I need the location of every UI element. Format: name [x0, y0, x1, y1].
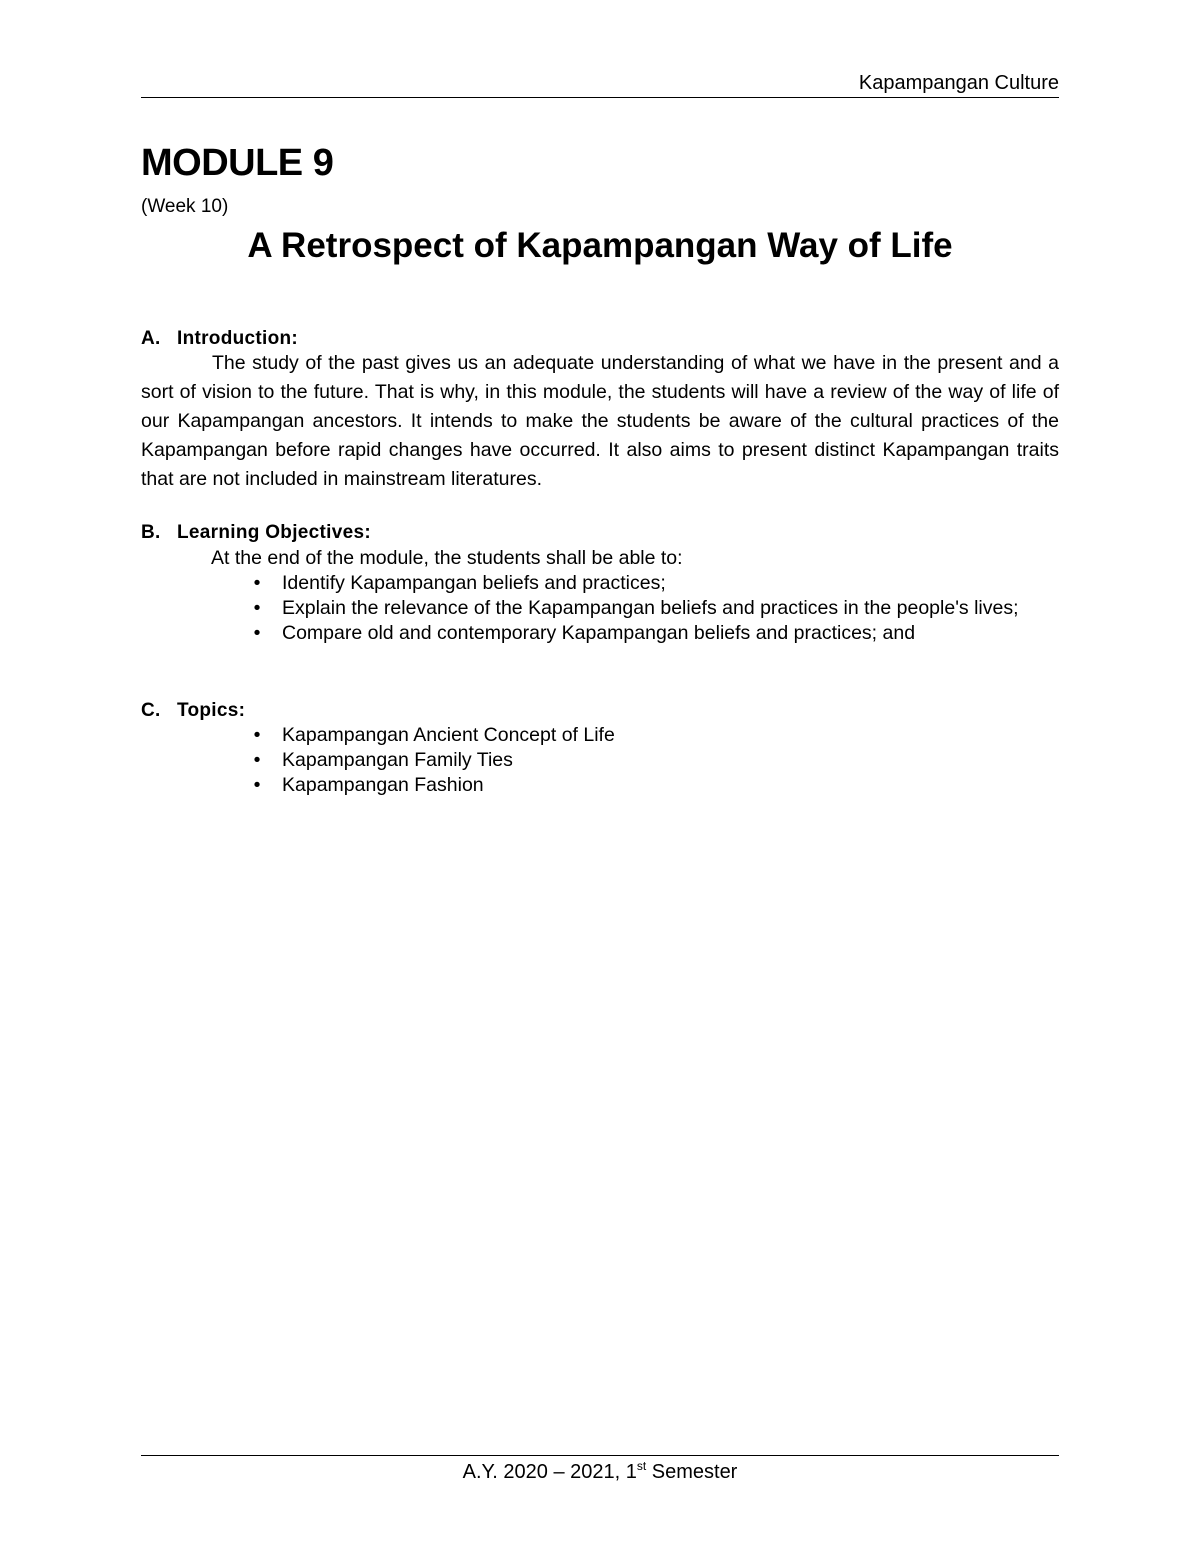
section-letter: B. [141, 522, 161, 543]
bullet-icon: • [253, 572, 261, 594]
section-heading-text: Topics: [177, 700, 246, 721]
list-item-text: Explain the relevance of the Kapampangan beliefs and practices in the people's lives; [282, 597, 1019, 619]
bullet-icon: • [253, 724, 261, 746]
running-footer [141, 1460, 1059, 1484]
list-item [211, 773, 1059, 797]
list-item [211, 748, 1059, 772]
list-item-text: Identify Kapampangan beliefs and practices; [282, 572, 666, 594]
footer-rule [141, 1455, 1059, 1456]
running-header: Kapampangan Culture [858, 72, 1059, 94]
section-letter: C. [141, 700, 161, 721]
list-item [211, 596, 1059, 620]
module-title: MODULE 9 [141, 142, 334, 184]
introduction-paragraph: The study of the past gives us an adequate understanding of what we have in the present and a sort of vision to the future. That is why, in this module, the students will have a review of the way of life of our Kapampangan ancestors. It intends to make the students be aware of the cultural practices of the Kapampangan before rapid changes have occurred. It also aims to present distinct Kapampangan traits that are not included in mainstream literatures. [141, 352, 1059, 490]
section-heading-introduction [141, 327, 298, 351]
section-letter: A. [141, 328, 161, 349]
header-rule [141, 97, 1059, 98]
topics-list [211, 723, 1059, 798]
bullet-icon: • [253, 597, 261, 619]
list-item-text: Kapampangan Fashion [282, 774, 484, 796]
bullet-icon: • [253, 774, 261, 796]
section-heading-objectives [141, 521, 371, 545]
week-label: (Week 10) [141, 196, 229, 217]
footer-superscript: st [636, 1459, 647, 1473]
list-item-text: Kapampangan Ancient Concept of Life [282, 724, 615, 746]
list-item-text: Compare old and contemporary Kapampangan beliefs and practices; and [282, 622, 916, 644]
bullet-icon: • [253, 622, 261, 644]
objectives-lead: At the end of the module, the students shall be able to: [211, 547, 683, 569]
list-item [211, 723, 1059, 747]
section-heading-topics [141, 699, 245, 723]
objectives-list [211, 571, 1059, 646]
section-heading-text: Learning Objectives: [177, 522, 371, 543]
list-item-text: Kapampangan Family Ties [282, 749, 513, 771]
footer-prefix: A.Y. 2020 – 2021, 1 [462, 1461, 637, 1483]
list-item [211, 621, 1059, 645]
page-title: A Retrospect of Kapampangan Way of Life [247, 226, 953, 265]
footer-suffix: Semester [646, 1461, 738, 1483]
list-item [211, 571, 1059, 595]
section-heading-text: Introduction: [177, 328, 299, 349]
bullet-icon: • [253, 749, 261, 771]
